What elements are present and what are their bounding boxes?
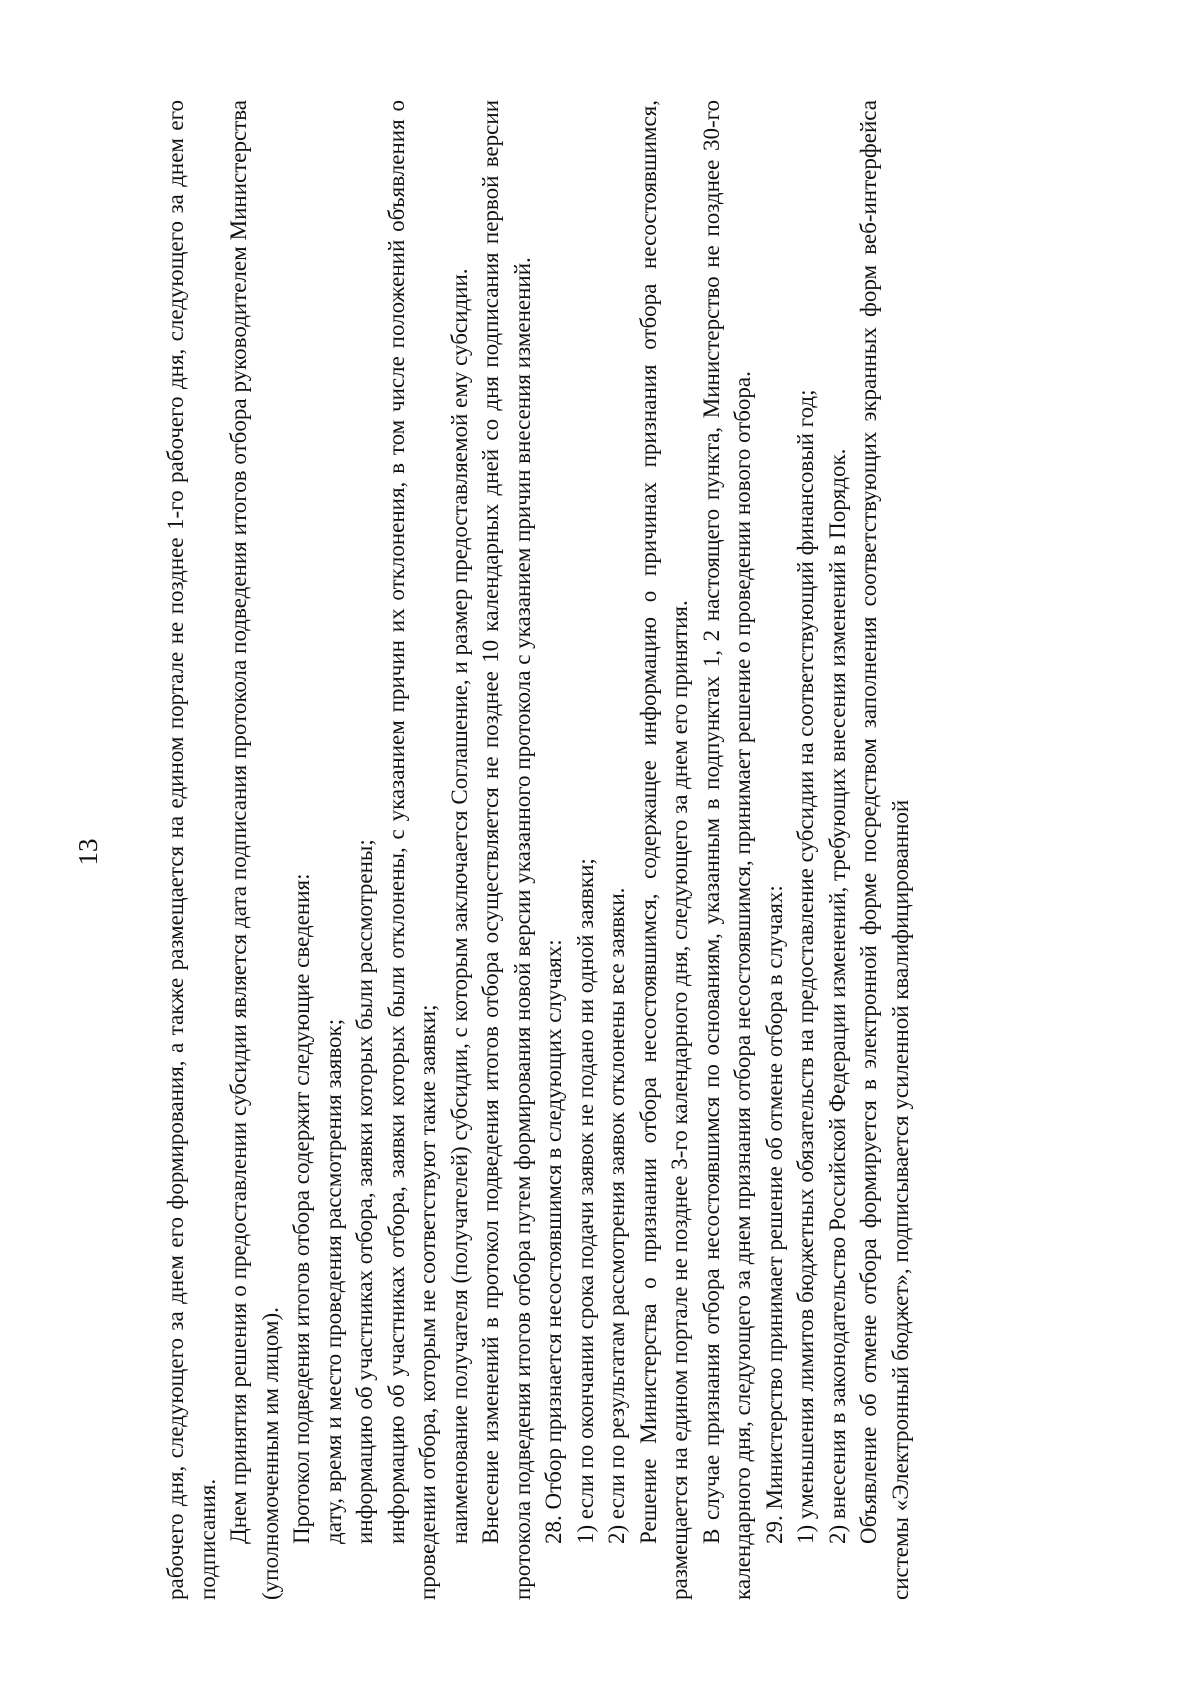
list-item-no-applications: 1) если по окончании срока подачи заявок не подано ни одной заявки; — [572, 858, 598, 1544]
paragraph-decision-date: Днем принятия решения о предоставлении субсидии является дата подписания протокола подведения итогов отбора руководителем Министерства (уполномоченным им лицом). — [226, 100, 283, 1600]
paragraph-clause-28: 28. Отбор признается несостоявшимся в следующих случаях: — [541, 939, 566, 1544]
list-item-budget-reduction: 1) уменьшения лимитов бюджетных обязательств на предоставление субсидии на соответствующий финансовый год; — [793, 389, 818, 1544]
list-item-legislation-change: 2) внесения в законодательство Российской Федерации изменений, требующих внесения изменений в Порядок. — [824, 448, 850, 1544]
document-body — [160, 100, 1060, 1600]
paragraph-protocol-contents: Протокол подведения итогов отбора содержит следующие сведения: — [289, 873, 314, 1544]
paragraph-ministry-decision: Решение Министерства о признании отбора несостоявшимся, содержащее информацию о причинах признания отбора несостоявшимся, размещается на едином портале не позднее 3-го календарного дня, следующего за днем его принятия. — [635, 100, 692, 1600]
paragraph-clause-29: 29. Министерство принимает решение об отмене отбора в случаях: — [761, 885, 787, 1544]
list-item-reviewed-participants: информацию об участниках отбора, заявки которых были рассмотрены; — [352, 839, 377, 1544]
paragraph-continuation: рабочего дня, следующего за днем его формирования, а также размещается на едином портале не позднее 1-го рабочего дня, следующего за днем его подписания. — [163, 100, 220, 1600]
list-item-rejected-participants: информацию об участниках отбора, заявки которых были отклонены, с указанием причин их отклонения, в том числе положений объявления о проведении отбора, которым не соответствуют такие заявки; — [383, 100, 440, 1600]
list-item-date-time-place: дату, время и место проведения рассмотрения заявок; — [320, 1018, 346, 1544]
list-item-all-rejected: 2) если по результатам рассмотрения заявок отклонены все заявки. — [604, 887, 629, 1544]
paragraph-cancellation-notice: Объявление об отмене отбора формируется в электронной форме посредством заполнения соответствующих экранных форм веб-интерфейса системы «Электронный бюджет», подписывается усиленной квалифицированной — [856, 100, 913, 1600]
list-item-recipient-name: наименование получателя (получателей) субсидии, с которым заключается Соглашение, и размер предоставляемой ему субсидии. — [446, 268, 472, 1544]
paragraph-new-selection: В случае признания отбора несостоявшимся по основаниям, указанным в подпунктах 1, 2 настоящего пункта, Министерство не позднее 30-го календарного дня, следующего за днем признания отбора несостоявшимся, принимает решение о проведении нового отбора. — [698, 100, 755, 1600]
page-number: 13 — [73, 838, 103, 866]
paragraph-protocol-changes: Внесение изменений в протокол подведения итогов отбора осуществляется не позднее 10 календарных дней со дня подписания первой версии протокола подведения итогов отбора путем формирования новой версии указанного протокола с указанием причин внесения изменений. — [478, 100, 535, 1600]
